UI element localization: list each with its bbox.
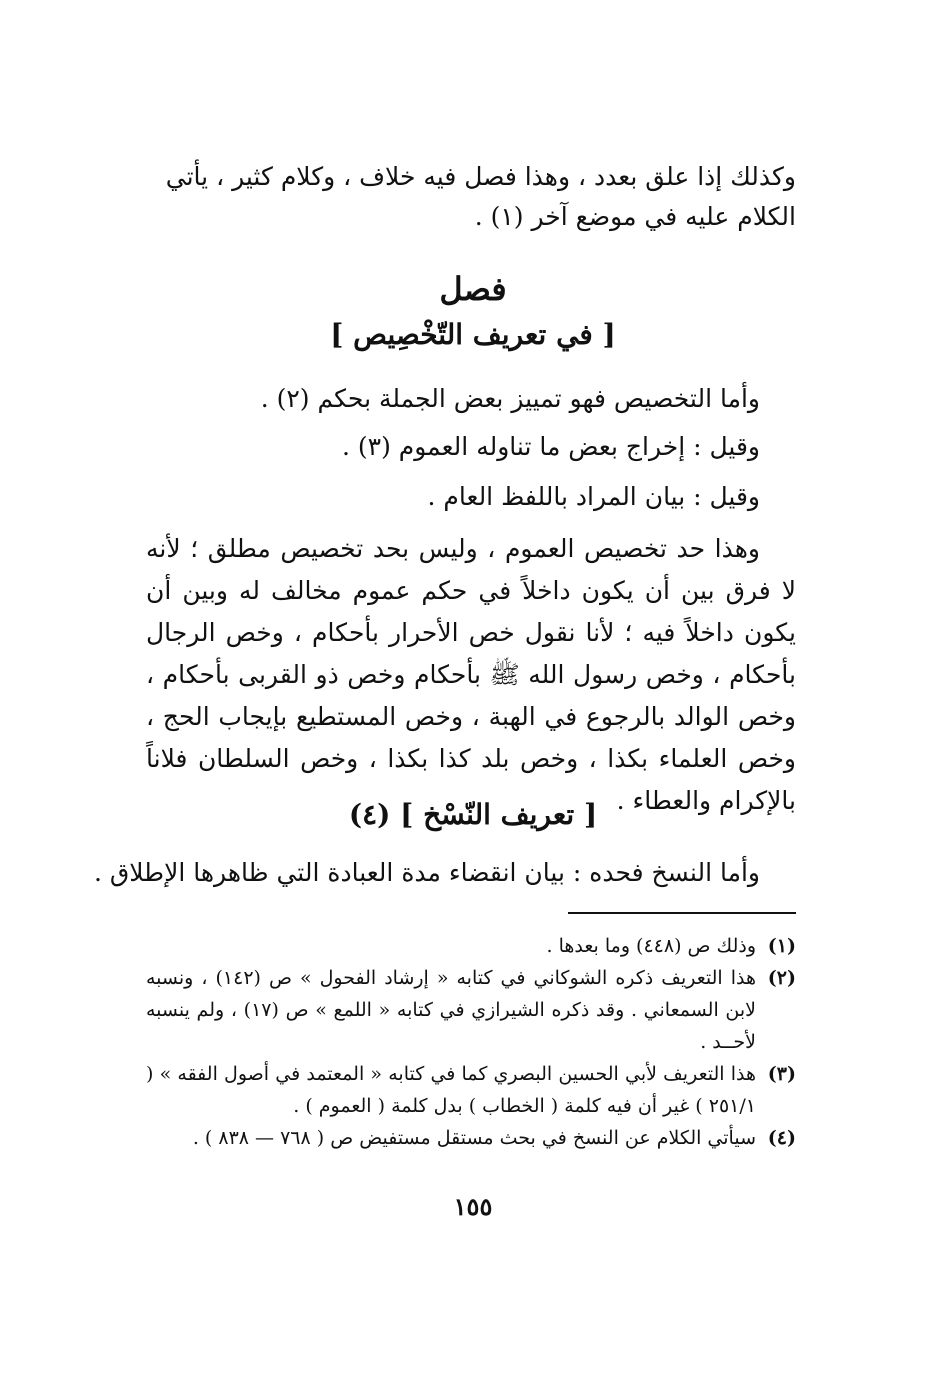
intro-line-2: الكلام عليه في موضع آخر (١) . [474, 202, 796, 231]
footnote [146, 930, 796, 962]
footnote-number: (١) [767, 935, 796, 957]
footnote [146, 1122, 796, 1154]
takhsis-definition-1: وأما التخصيص فهو تمييز بعض الجملة بحكم (٢) . [260, 384, 760, 413]
footnote-number: (٤) [767, 1127, 796, 1149]
naskh-definition: وأما النسخ فحده : بيان انقضاء مدة العبادة التي ظاهرها الإطلاق . [93, 858, 760, 887]
section-heading-fasl: فصل [439, 270, 507, 308]
footnote-text: هذا التعريف ذكره الشوكاني في كتابه « إرشاد الفحول » ص (١٤٢) ، ونسبه لابن السمعاني . وقد ذكره الشيرازي في كتابه « اللمع » ص (١٧) ، ولم ينسبه لأحــد . [146, 967, 757, 1053]
footnote [146, 1058, 796, 1122]
footnote [146, 962, 796, 1058]
footnote-divider [568, 912, 796, 914]
section-heading-naskh: [ تعريف النّسْخ ] (٤) [348, 798, 598, 831]
intro-line-1: وكذلك إذا علق بعدد ، وهذا فصل فيه خلاف ، وكلام كثير ، يأتي [165, 162, 796, 191]
footnote-text: وذلك ص (٤٤٨) وما بعدها . [546, 935, 756, 957]
footnote-number: (٣) [767, 1063, 796, 1085]
takhsis-paragraph: وهذا حد تخصيص العموم ، وليس بحد تخصيص مطلق ؛ لأنه لا فرق بين أن يكون داخلاً في حكم عموم مخالف له وبين أن يكون داخلاً فيه ؛ لأنا نقول خص الأحرار بأحكام ، وخص الرجال بأحكام ، وخص رسول الله ﷺ بأحكام وخص ذو القربى بأحكام ، وخص الوالد بالرجوع في الهبة ، وخص المستطيع بإيجاب الحج ، وخص العلماء بكذا ، وخص بلد كذا بكذا ، وخص السلطان فلاناً بالإكرام والعطاء . [146, 534, 796, 815]
footnote-text: هذا التعريف لأبي الحسين البصري كما في كتابه « المعتمد في أصول الفقه » ( ٢٥١/١ ) غير أن فيه كلمة ( الخطاب ) بدل كلمة ( العموم ) . [146, 1063, 756, 1117]
takhsis-definition-2: وقيل : إخراج بعض ما تناوله العموم (٣) . [341, 432, 760, 461]
section-subheading-takhsis: [ في تعريف التّخْصِيص ] [330, 318, 616, 351]
page-number: ١٥٥ [453, 1192, 493, 1221]
footnote-text: سيأتي الكلام عن النسخ في بحث مستقل مستفيض ص ( ٧٦٨ — ٨٣٨ ) . [192, 1127, 756, 1149]
takhsis-definition-3: وقيل : بيان المراد باللفظ العام . [427, 482, 760, 511]
footnote-number: (٢) [767, 967, 796, 989]
footnotes-list [146, 930, 796, 1154]
